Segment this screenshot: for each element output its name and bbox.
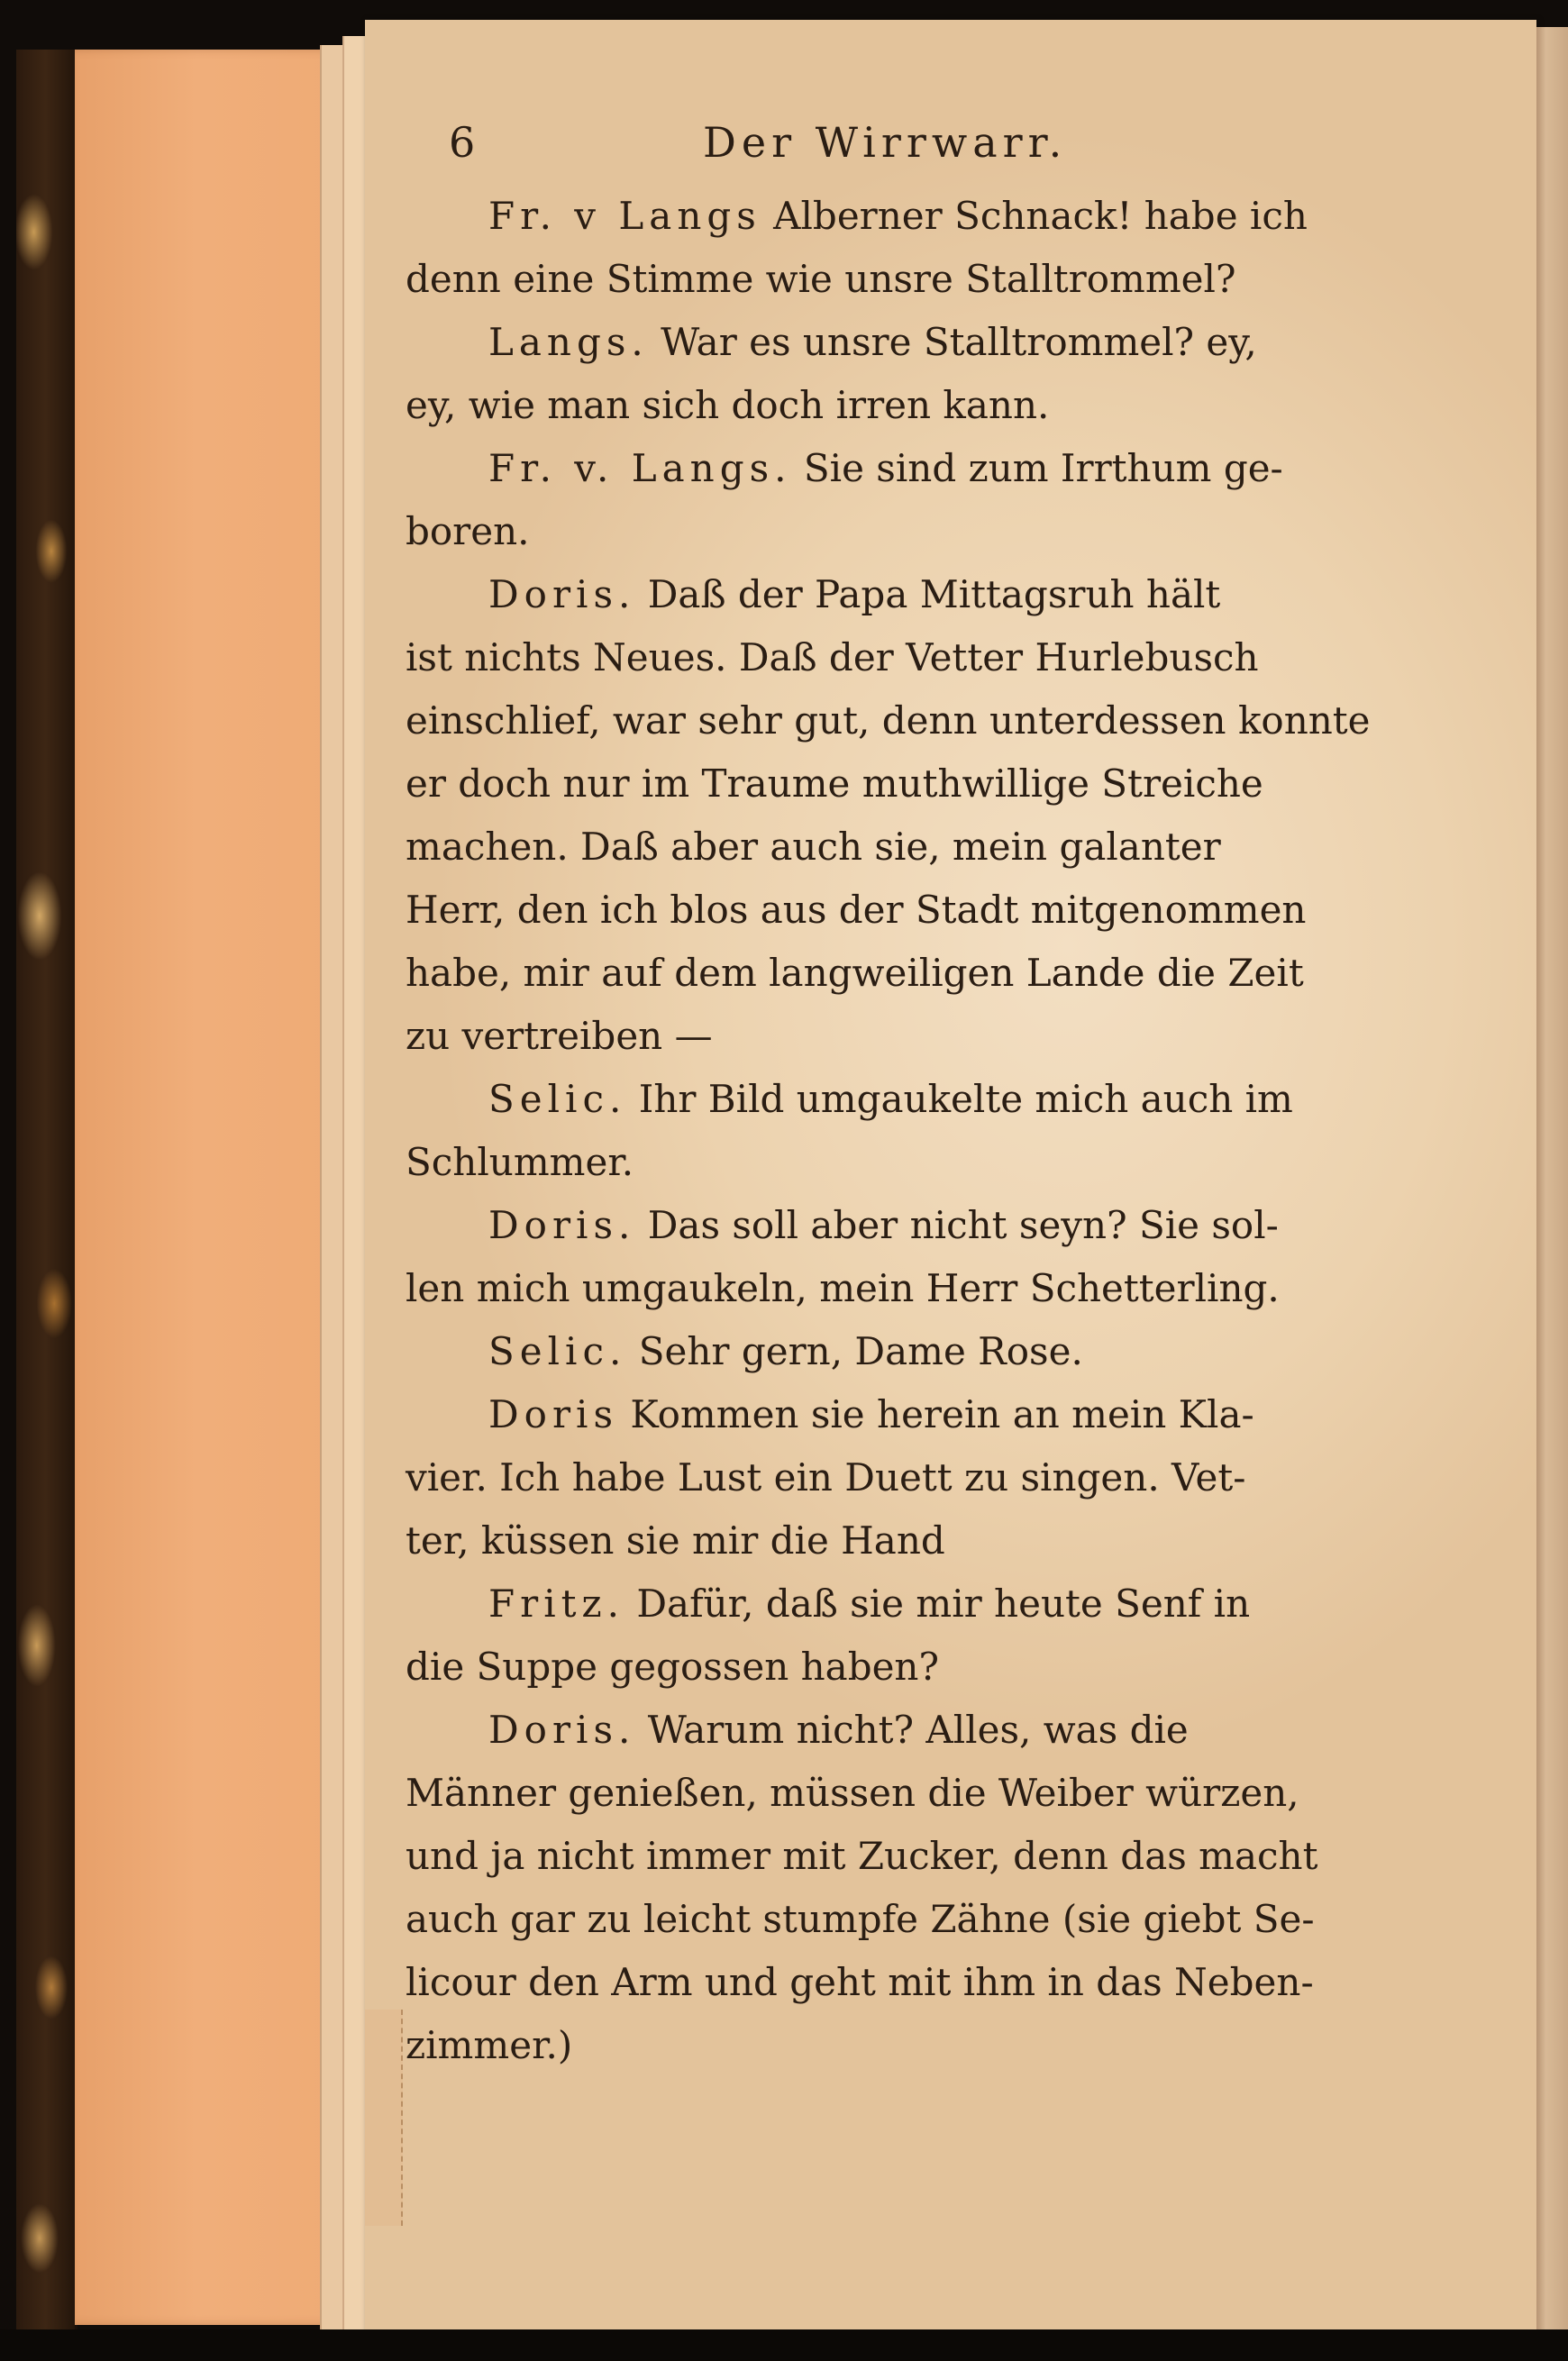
- line-text: die Suppe gegossen haben?: [406, 1645, 939, 1689]
- text-line: [406, 1320, 1464, 1383]
- line-text: boren.: [406, 509, 530, 553]
- line-text: ey, wie man sich doch irren kann.: [406, 383, 1050, 427]
- text-line: [406, 374, 1464, 437]
- line-text: Alberner Schnack! habe ich: [761, 194, 1308, 238]
- line-text: War es unsre Stalltrommel? ey,: [648, 320, 1257, 364]
- text-line: [406, 2014, 1464, 2077]
- page-header: [406, 104, 1464, 185]
- paper-repair: [365, 2010, 403, 2226]
- text-block: [406, 104, 1464, 2077]
- speaker-name: Langs.: [488, 320, 649, 364]
- line-text: Daß der Papa Mittagsruh hält: [635, 572, 1221, 616]
- line-text: habe, mir auf dem langweiligen Lande die Zeit: [406, 951, 1304, 995]
- line-text: Herr, den ich blos aus der Stadt mitgenommen: [406, 888, 1307, 932]
- text-line: [406, 879, 1464, 942]
- text-line: [406, 248, 1464, 311]
- line-text: Sehr gern, Dame Rose.: [626, 1329, 1083, 1373]
- text-line: [406, 1005, 1464, 1068]
- speaker-name: Selic.: [488, 1329, 627, 1373]
- text-line: [406, 1636, 1464, 1699]
- marbled-spine: [16, 50, 77, 2329]
- line-text: len mich umgaukeln, mein Herr Schetterling.: [406, 1266, 1280, 1310]
- line-text: einschlief, war sehr gut, denn unterdessen konnte: [406, 698, 1371, 743]
- speaker-name: Selic.: [488, 1077, 627, 1121]
- speaker-name: Doris.: [488, 1708, 636, 1752]
- text-line: [406, 311, 1464, 374]
- body-text: [406, 185, 1464, 2077]
- text-line: [406, 1572, 1464, 1636]
- line-text: vier. Ich habe Lust ein Duett zu singen. Vet-: [406, 1455, 1246, 1500]
- facing-page-edge: [1536, 27, 1568, 2334]
- line-text: ter, küssen sie mir die Hand: [406, 1518, 945, 1563]
- text-line: [406, 1951, 1464, 2014]
- line-text: Sie sind zum Irrthum ge-: [791, 446, 1283, 490]
- line-text: licour den Arm und geht mit ihm in das Neben-: [406, 1960, 1314, 2004]
- text-line: [406, 1825, 1464, 1888]
- speaker-name: Fr. v Langs: [488, 194, 761, 238]
- line-text: Dafür, daß sie mir heute Senf in: [624, 1582, 1251, 1626]
- running-title: Der Wirrwarr.: [703, 118, 1068, 167]
- line-text: Kommen sie herein an mein Kla-: [618, 1392, 1254, 1436]
- text-line: [406, 1699, 1464, 1762]
- line-text: Männer genießen, müssen die Weiber würzen,: [406, 1771, 1299, 1815]
- line-text: Schlummer.: [406, 1140, 634, 1184]
- text-line: [406, 500, 1464, 563]
- text-line: [406, 1194, 1464, 1257]
- text-line: [406, 1762, 1464, 1825]
- speaker-name: Doris.: [488, 572, 636, 616]
- text-line: [406, 1257, 1464, 1320]
- speaker-name: Fritz.: [488, 1582, 625, 1626]
- line-text: zimmer.): [406, 2023, 573, 2067]
- text-line: [406, 942, 1464, 1005]
- text-line: [406, 752, 1464, 816]
- line-text: Das soll aber nicht seyn? Sie sol-: [635, 1203, 1279, 1247]
- speaker-name: Fr. v. Langs.: [488, 446, 792, 490]
- line-text: ist nichts Neues. Daß der Vetter Hurlebusch: [406, 635, 1259, 679]
- line-text: zu vertreiben —: [406, 1014, 713, 1058]
- text-line: [406, 689, 1464, 752]
- text-line: [406, 185, 1464, 248]
- page-number: 6: [449, 118, 476, 167]
- speaker-name: Doris: [488, 1392, 619, 1436]
- text-line: [406, 1383, 1464, 1446]
- text-line: [406, 626, 1464, 689]
- line-text: denn eine Stimme wie unsre Stalltrommel?: [406, 257, 1236, 301]
- line-text: auch gar zu leicht stumpfe Zähne (sie giebt Se-: [406, 1897, 1315, 1941]
- line-text: und ja nicht immer mit Zucker, denn das macht: [406, 1834, 1318, 1878]
- line-text: Warum nicht? Alles, was die: [635, 1708, 1189, 1752]
- text-line: [406, 1888, 1464, 1951]
- text-line: [406, 1131, 1464, 1194]
- background-strip: [0, 2329, 1568, 2361]
- text-line: [406, 563, 1464, 626]
- line-text: machen. Daß aber auch sie, mein galanter: [406, 825, 1221, 869]
- line-text: Ihr Bild umgaukelte mich auch im: [626, 1077, 1293, 1121]
- speaker-name: Doris.: [488, 1203, 636, 1247]
- text-line: [406, 1446, 1464, 1509]
- text-line: [406, 1068, 1464, 1131]
- line-text: er doch nur im Traume muthwillige Streiche: [406, 761, 1263, 806]
- text-line: [406, 437, 1464, 500]
- text-line: [406, 1509, 1464, 1572]
- text-line: [406, 816, 1464, 879]
